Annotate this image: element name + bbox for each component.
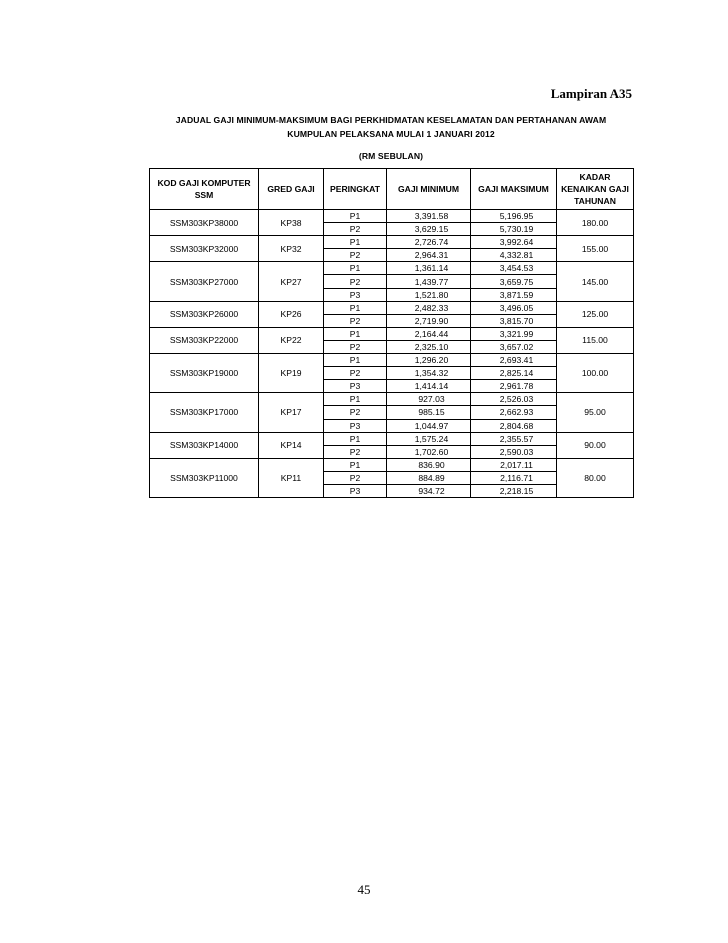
peringkat-cell: P3 — [324, 380, 387, 393]
gaji-minimum-cell: 2,719.90 — [387, 314, 471, 327]
table-row — [150, 210, 634, 223]
currency-note: (RM SEBULAN) — [358, 151, 424, 161]
peringkat-cell: P2 — [324, 275, 387, 288]
peringkat-cell: P2 — [324, 471, 387, 484]
gred-gaji-cell: KP19 — [259, 354, 324, 393]
table-title-line-2: KUMPULAN PELAKSANA MULAI 1 JANUARI 2012 — [287, 129, 495, 139]
peringkat-cell: P1 — [324, 236, 387, 249]
grade-group — [150, 210, 634, 236]
gaji-minimum-cell: 1,414.14 — [387, 380, 471, 393]
header-kadar-kenaikan: KADAR KENAIKAN GAJI TAHUNAN — [557, 169, 634, 210]
gaji-minimum-cell: 1,354.32 — [387, 367, 471, 380]
gaji-minimum-cell: 985.15 — [387, 406, 471, 419]
gaji-maksimum-cell: 3,321.99 — [471, 327, 557, 340]
table-row — [150, 354, 634, 367]
gaji-maksimum-cell: 3,871.59 — [471, 288, 557, 301]
gaji-maksimum-cell: 2,017.11 — [471, 458, 557, 471]
gaji-maksimum-cell: 2,590.03 — [471, 445, 557, 458]
gaji-maksimum-cell: 3,992.64 — [471, 236, 557, 249]
header-gred-gaji: GRED GAJI — [259, 169, 324, 210]
page-number: 45 — [357, 882, 371, 897]
gaji-minimum-cell: 1,439.77 — [387, 275, 471, 288]
kadar-kenaikan-cell: 155.00 — [557, 236, 634, 262]
grade-group — [150, 458, 634, 497]
gaji-minimum-cell: 1,702.60 — [387, 445, 471, 458]
grade-group — [150, 354, 634, 393]
kadar-kenaikan-cell: 80.00 — [557, 458, 634, 497]
gaji-minimum-cell: 836.90 — [387, 458, 471, 471]
table-row — [150, 301, 634, 314]
header-peringkat: PERINGKAT — [324, 169, 387, 210]
grade-group — [150, 301, 634, 327]
kod-gaji-cell: SSM303KP32000 — [150, 236, 259, 262]
kadar-kenaikan-cell: 145.00 — [557, 262, 634, 301]
kadar-kenaikan-cell: 95.00 — [557, 393, 634, 432]
grade-group — [150, 236, 634, 262]
kod-gaji-cell: SSM303KP19000 — [150, 354, 259, 393]
gred-gaji-cell: KP32 — [259, 236, 324, 262]
peringkat-cell: P2 — [324, 223, 387, 236]
peringkat-cell: P1 — [324, 432, 387, 445]
kadar-kenaikan-cell: 125.00 — [557, 301, 634, 327]
gaji-maksimum-cell: 3,496.05 — [471, 301, 557, 314]
gred-gaji-cell: KP14 — [259, 432, 324, 458]
grade-group — [150, 393, 634, 432]
peringkat-cell: P2 — [324, 445, 387, 458]
gaji-maksimum-cell: 2,662.93 — [471, 406, 557, 419]
grade-group — [150, 262, 634, 301]
gaji-maksimum-cell: 2,693.41 — [471, 354, 557, 367]
kadar-kenaikan-cell: 115.00 — [557, 327, 634, 353]
gaji-minimum-cell: 3,391.58 — [387, 210, 471, 223]
kod-gaji-cell: SSM303KP11000 — [150, 458, 259, 497]
gaji-minimum-cell: 1,575.24 — [387, 432, 471, 445]
kod-gaji-cell: SSM303KP17000 — [150, 393, 259, 432]
gaji-maksimum-cell: 3,454.53 — [471, 262, 557, 275]
table-row — [150, 393, 634, 406]
kadar-kenaikan-cell: 90.00 — [557, 432, 634, 458]
gaji-maksimum-cell: 2,218.15 — [471, 484, 557, 497]
gaji-minimum-cell: 2,726.74 — [387, 236, 471, 249]
gaji-minimum-cell: 1,521.80 — [387, 288, 471, 301]
gaji-maksimum-cell: 2,526.03 — [471, 393, 557, 406]
gaji-maksimum-cell: 2,961.78 — [471, 380, 557, 393]
kadar-kenaikan-cell: 180.00 — [557, 210, 634, 236]
peringkat-cell: P1 — [324, 354, 387, 367]
kod-gaji-cell: SSM303KP26000 — [150, 301, 259, 327]
gaji-minimum-cell: 1,361.14 — [387, 262, 471, 275]
gred-gaji-cell: KP26 — [259, 301, 324, 327]
gaji-minimum-cell: 1,044.97 — [387, 419, 471, 432]
gred-gaji-cell: KP27 — [259, 262, 324, 301]
gaji-minimum-cell: 1,296.20 — [387, 354, 471, 367]
gred-gaji-cell: KP11 — [259, 458, 324, 497]
peringkat-cell: P1 — [324, 393, 387, 406]
peringkat-cell: P1 — [324, 327, 387, 340]
gaji-maksimum-cell: 3,657.02 — [471, 340, 557, 353]
kod-gaji-cell: SSM303KP38000 — [150, 210, 259, 236]
gred-gaji-cell: KP17 — [259, 393, 324, 432]
peringkat-cell: P1 — [324, 301, 387, 314]
gaji-minimum-cell: 2,964.31 — [387, 249, 471, 262]
gred-gaji-cell: KP38 — [259, 210, 324, 236]
gaji-maksimum-cell: 3,815.70 — [471, 314, 557, 327]
gaji-minimum-cell: 3,629.15 — [387, 223, 471, 236]
table-row — [150, 432, 634, 445]
peringkat-cell: P1 — [324, 458, 387, 471]
peringkat-cell: P3 — [324, 484, 387, 497]
gaji-maksimum-cell: 2,804.68 — [471, 419, 557, 432]
peringkat-cell: P3 — [324, 288, 387, 301]
kod-gaji-cell: SSM303KP14000 — [150, 432, 259, 458]
header-kod-gaji: KOD GAJI KOMPUTER SSM — [150, 169, 259, 210]
salary-table — [149, 168, 634, 498]
gaji-maksimum-cell: 5,196.95 — [471, 210, 557, 223]
peringkat-cell: P1 — [324, 210, 387, 223]
grade-group — [150, 432, 634, 458]
gaji-minimum-cell: 2,482.33 — [387, 301, 471, 314]
gaji-minimum-cell: 927.03 — [387, 393, 471, 406]
peringkat-cell: P2 — [324, 367, 387, 380]
table-row — [150, 458, 634, 471]
peringkat-cell: P3 — [324, 419, 387, 432]
peringkat-cell: P1 — [324, 262, 387, 275]
peringkat-cell: P2 — [324, 406, 387, 419]
peringkat-cell: P2 — [324, 249, 387, 262]
appendix-label: Lampiran A35 — [550, 86, 632, 101]
grade-group — [150, 327, 634, 353]
kod-gaji-cell: SSM303KP27000 — [150, 262, 259, 301]
peringkat-cell: P2 — [324, 314, 387, 327]
gaji-minimum-cell: 934.72 — [387, 484, 471, 497]
peringkat-cell: P2 — [324, 340, 387, 353]
table-row — [150, 262, 634, 275]
table-row — [150, 236, 634, 249]
gaji-maksimum-cell: 2,355.57 — [471, 432, 557, 445]
table-title-line-1: JADUAL GAJI MINIMUM-MAKSIMUM BAGI PERKHIDMATAN KESELAMATAN DAN PERTAHANAN AWAM — [175, 115, 607, 125]
gaji-minimum-cell: 884.89 — [387, 471, 471, 484]
table-row — [150, 327, 634, 340]
gaji-maksimum-cell: 5,730.19 — [471, 223, 557, 236]
gaji-maksimum-cell: 4,332.81 — [471, 249, 557, 262]
gaji-maksimum-cell: 3,659.75 — [471, 275, 557, 288]
gaji-minimum-cell: 2,164.44 — [387, 327, 471, 340]
header-gaji-minimum: GAJI MINIMUM — [387, 169, 471, 210]
gred-gaji-cell: KP22 — [259, 327, 324, 353]
kod-gaji-cell: SSM303KP22000 — [150, 327, 259, 353]
gaji-minimum-cell: 2,325.10 — [387, 340, 471, 353]
kadar-kenaikan-cell: 100.00 — [557, 354, 634, 393]
header-gaji-maksimum: GAJI MAKSIMUM — [471, 169, 557, 210]
gaji-maksimum-cell: 2,116.71 — [471, 471, 557, 484]
gaji-maksimum-cell: 2,825.14 — [471, 367, 557, 380]
